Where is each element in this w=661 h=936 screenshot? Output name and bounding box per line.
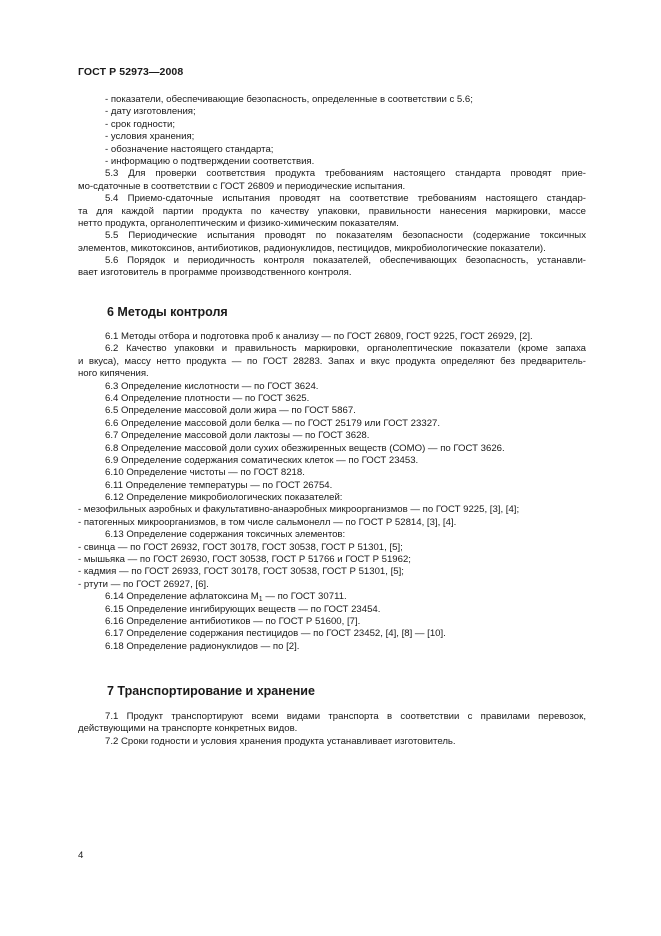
method-item: 6.10 Определение чистоты — по ГОСТ 8218. xyxy=(105,467,305,479)
method-item: 6.7 Определение массовой доли лактозы — по ГОСТ 3628. xyxy=(105,430,370,442)
toxic-item: - ртути — по ГОСТ 26927, [6]. xyxy=(78,578,209,590)
method-item: 6.5 Определение массовой доли жира — по ГОСТ 5867. xyxy=(105,405,356,417)
paragraph-5-6-cont: вает изготовитель в программе производственного контроля. xyxy=(78,267,352,279)
page-number: 4 xyxy=(78,850,84,861)
method-item: 6.8 Определение массовой доли сухих обезжиренных веществ (СОМО) — по ГОСТ 3626. xyxy=(105,442,505,454)
list-item: - срок годности; xyxy=(105,118,176,130)
paragraph-6-2-cont: и вкуса), массу нетто продукта — по ГОСТ 28283. Запах и вкус продукта определяют без предваритель- xyxy=(78,355,586,367)
paragraph-5-6: 5.6 Порядок и периодичность контроля показателей, обеспечивающих безопасность, устанавли- xyxy=(105,255,586,267)
paragraph-5-4-cont: та для каждой партии продукта по качеству упаковки, правильности нанесения маркировки, массе xyxy=(78,205,586,217)
paragraph-5-3: 5.3 Для проверки соответствия продукта требованиям настоящего стандарта проводят прие- xyxy=(105,168,586,180)
paragraph-6-1: 6.1 Методы отбора и подготовка проб к анализу — по ГОСТ 26809, ГОСТ 9225, ГОСТ 26929, [2]. xyxy=(105,331,533,342)
method-item: 6.6 Определение массовой доли белка — по ГОСТ 25179 или ГОСТ 23327. xyxy=(105,417,441,429)
method-item: 6.16 Определение антибиотиков — по ГОСТ Р 51600, [7]. xyxy=(105,615,361,627)
toxic-item: - кадмия — по ГОСТ 26933, ГОСТ 30178, ГОСТ 30538, ГОСТ Р 51301, [5]; xyxy=(78,566,404,578)
micro-item: - мезофильных аэробных и факультативно-анаэробных микроорганизмов — по ГОСТ 9225, [3], [4]; xyxy=(78,504,520,516)
paragraph-5-3-cont: мо-сдаточные в соответствии с ГОСТ 26809 и периодические испытания. xyxy=(78,180,406,192)
paragraph-7-1-cont: действующими на транспорте конкретных видов. xyxy=(78,723,298,735)
paragraph-6-2-end: ного кипячения. xyxy=(78,368,149,380)
method-item: 6.17 Определение содержания пестицидов — по ГОСТ 23452, [4], [8] — [10]. xyxy=(105,628,446,640)
list-item: - условия хранения; xyxy=(105,131,195,143)
method-item: 6.18 Определение радионуклидов — по [2]. xyxy=(105,640,300,652)
method-item: 6.3 Определение кислотности — по ГОСТ 3624. xyxy=(105,380,319,392)
paragraph-5-4: 5.4 Приемо-сдаточные испытания проводят на соответствие требованиям настоящего стандар- xyxy=(105,193,586,205)
paragraph-7-2: 7.2 Сроки годности и условия хранения продукта устанавливает изготовитель. xyxy=(105,735,456,747)
micro-item: - патогенных микроорганизмов, в том числе сальмонелл — по ГОСТ Р 52814, [3], [4]. xyxy=(78,516,457,528)
aflatoxin-subscript: 1 xyxy=(258,596,263,604)
section-7-body xyxy=(78,711,586,748)
section-6-title: 6 Методы контроля xyxy=(107,305,228,319)
method-item: 6.12 Определение микробиологических показателей: xyxy=(105,492,343,504)
method-item: 6.11 Определение температуры — по ГОСТ 26754. xyxy=(105,479,333,491)
list-item: - обозначение настоящего стандарта; xyxy=(105,143,274,155)
paragraph-5-4-end: нетто продукта, органолептическим и физико-химическим показателям. xyxy=(78,217,399,229)
aflatoxin-ref: — по ГОСТ 30711. xyxy=(262,591,347,603)
labeling-list xyxy=(78,94,586,280)
toxic-item: - мышьяка — по ГОСТ 26930, ГОСТ 30538, ГОСТ Р 51766 и ГОСТ Р 51962; xyxy=(78,554,411,566)
list-item: - показатели, обеспечивающие безопасность, определенные в соответствии с 5.6; xyxy=(105,94,473,105)
document-header: ГОСТ Р 52973—2008 xyxy=(78,66,184,78)
method-item-aflatoxin xyxy=(78,591,586,603)
toxic-item: - свинца — по ГОСТ 26932, ГОСТ 30178, ГОСТ 30538, ГОСТ Р 51301, [5]; xyxy=(78,541,403,553)
paragraph-5-5: 5.5 Периодические испытания проводят по показателям безопасности (содержание токсичных xyxy=(105,230,586,242)
section-6-body xyxy=(78,331,586,653)
paragraph-6-2: 6.2 Качество упаковки и правильность маркировки, органолептические показатели (кроме запаха xyxy=(105,343,586,355)
list-item: - дату изготовления; xyxy=(105,106,196,118)
method-item: 6.13 Определение содержания токсичных элементов: xyxy=(105,529,346,541)
list-item: - информацию о подтверждении соответствия. xyxy=(105,155,315,167)
method-item: 6.9 Определение содержания соматических клеток — по ГОСТ 23453. xyxy=(105,454,419,466)
paragraph-7-1: 7.1 Продукт транспортируют всеми видами транспорта в соответствии с правилами перевозок, xyxy=(105,711,586,722)
method-item: 6.4 Определение плотности — по ГОСТ 3625. xyxy=(105,392,310,404)
method-item: 6.15 Определение ингибирующих веществ — по ГОСТ 23454. xyxy=(105,603,381,615)
aflatoxin-label: 6.14 Определение афлатоксина М xyxy=(105,591,259,603)
paragraph-5-5-cont: элементов, микотоксинов, антибиотиков, радионуклидов, пестицидов, микробиологические показатели). xyxy=(78,242,546,254)
section-7-title: 7 Транспортирование и хранение xyxy=(107,684,315,698)
